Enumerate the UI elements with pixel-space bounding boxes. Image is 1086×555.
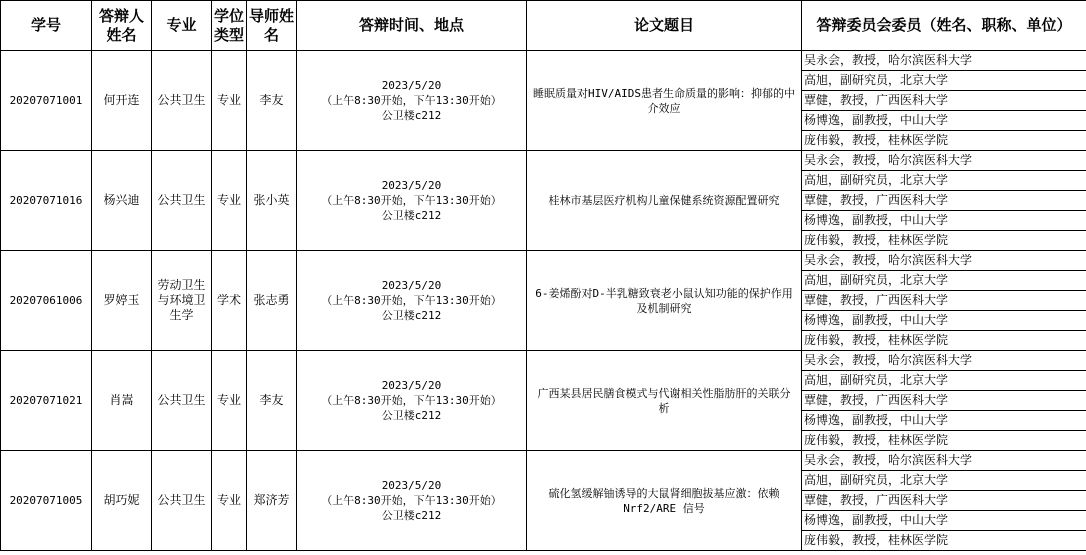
student-id-cell: 20207071021 xyxy=(1,351,92,451)
committee-member-cell: 覃健，教授，广西医科大学 xyxy=(802,291,1086,311)
header-name: 答辩人姓名 xyxy=(92,1,152,51)
committee-member-cell: 高旭，副研究员，北京大学 xyxy=(802,71,1086,91)
defense-date: 2023/5/20 xyxy=(381,279,442,292)
major-cell: 劳动卫生与环境卫生学 xyxy=(152,251,212,351)
committee-member-cell: 吴永会，教授，哈尔滨医科大学 xyxy=(802,351,1086,371)
defense-place: 公卫楼c212 xyxy=(381,209,442,222)
student-name-cell: 杨兴迪 xyxy=(92,151,152,251)
thesis-title-cell: 硫化氢缓解铀诱导的大鼠肾细胞拔基应激：依赖 Nrf2/ARE 信号 xyxy=(527,451,802,551)
committee-member-cell: 吴永会，教授，哈尔滨医科大学 xyxy=(802,51,1086,71)
degree-type-cell: 学术 xyxy=(212,251,247,351)
advisor-cell: 李友 xyxy=(247,51,297,151)
committee-member-cell: 杨博逸，副教授，中山大学 xyxy=(802,511,1086,531)
committee-member-cell: 高旭，副研究员，北京大学 xyxy=(802,271,1086,291)
committee-member-cell: 杨博逸，副教授，中山大学 xyxy=(802,311,1086,331)
header-committee: 答辩委员会委员（姓名、职称、单位） xyxy=(802,1,1086,51)
committee-member-cell: 杨博逸，副教授，中山大学 xyxy=(802,111,1086,131)
major-cell: 公共卫生 xyxy=(152,51,212,151)
defense-date: 2023/5/20 xyxy=(381,479,442,492)
defense-time: （上午8:30开始，下午13:30开始） xyxy=(321,394,502,407)
defense-place: 公卫楼c212 xyxy=(381,309,442,322)
header-degree: 学位类型 xyxy=(212,1,247,51)
time-place-cell xyxy=(297,251,527,351)
major-cell: 公共卫生 xyxy=(152,151,212,251)
committee-member-cell: 高旭，副研究员，北京大学 xyxy=(802,371,1086,391)
student-row xyxy=(1,151,1086,171)
header-thesis: 论文题目 xyxy=(527,1,802,51)
advisor-cell: 李友 xyxy=(247,351,297,451)
student-name-cell: 何开连 xyxy=(92,51,152,151)
committee-member-cell: 庞伟毅，教授，桂林医学院 xyxy=(802,331,1086,351)
major-cell: 公共卫生 xyxy=(152,351,212,451)
degree-type-cell: 专业 xyxy=(212,151,247,251)
committee-member-cell: 高旭，副研究员，北京大学 xyxy=(802,171,1086,191)
committee-member-cell: 庞伟毅，教授，桂林医学院 xyxy=(802,531,1086,551)
advisor-cell: 张志勇 xyxy=(247,251,297,351)
thesis-title-cell: 桂林市基层医疗机构儿童保健系统资源配置研究 xyxy=(527,151,802,251)
degree-type-cell: 专业 xyxy=(212,451,247,551)
defense-date: 2023/5/20 xyxy=(381,179,442,192)
committee-member-cell: 覃健，教授，广西医科大学 xyxy=(802,91,1086,111)
student-name-cell: 肖嵩 xyxy=(92,351,152,451)
committee-member-cell: 吴永会，教授，哈尔滨医科大学 xyxy=(802,151,1086,171)
defense-date: 2023/5/20 xyxy=(381,379,442,392)
time-place-cell xyxy=(297,151,527,251)
student-row xyxy=(1,451,1086,471)
advisor-cell: 张小英 xyxy=(247,151,297,251)
committee-member-cell: 高旭，副研究员，北京大学 xyxy=(802,471,1086,491)
committee-member-cell: 吴永会，教授，哈尔滨医科大学 xyxy=(802,451,1086,471)
committee-member-cell: 覃健，教授，广西医科大学 xyxy=(802,491,1086,511)
committee-member-cell: 覃健，教授，广西医科大学 xyxy=(802,391,1086,411)
student-name-cell: 胡巧妮 xyxy=(92,451,152,551)
student-id-cell: 20207071005 xyxy=(1,451,92,551)
student-id-cell: 20207061006 xyxy=(1,251,92,351)
header-advisor: 导师姓名 xyxy=(247,1,297,51)
committee-member-cell: 庞伟毅，教授，桂林医学院 xyxy=(802,231,1086,251)
thesis-title-cell: 睡眠质量对HIV/AIDS患者生命质量的影响：抑郁的中介效应 xyxy=(527,51,802,151)
student-row xyxy=(1,51,1086,71)
student-id-cell: 20207071016 xyxy=(1,151,92,251)
student-row xyxy=(1,251,1086,271)
defense-time: （上午8:30开始，下午13:30开始） xyxy=(321,494,502,507)
degree-type-cell: 专业 xyxy=(212,351,247,451)
time-place-cell xyxy=(297,51,527,151)
committee-member-cell: 杨博逸，副教授，中山大学 xyxy=(802,211,1086,231)
header-id: 学号 xyxy=(1,1,92,51)
committee-member-cell: 庞伟毅，教授，桂林医学院 xyxy=(802,131,1086,151)
committee-member-cell: 覃健，教授，广西医科大学 xyxy=(802,191,1086,211)
committee-member-cell: 吴永会，教授，哈尔滨医科大学 xyxy=(802,251,1086,271)
thesis-title-cell: 6-姜烯酚对D-半乳糖致衰老小鼠认知功能的保护作用及机制研究 xyxy=(527,251,802,351)
defense-time: （上午8:30开始，下午13:30开始） xyxy=(321,194,502,207)
student-name-cell: 罗婷玉 xyxy=(92,251,152,351)
defense-place: 公卫楼c212 xyxy=(381,509,442,522)
major-cell: 公共卫生 xyxy=(152,451,212,551)
time-place-cell xyxy=(297,451,527,551)
defense-date: 2023/5/20 xyxy=(381,79,442,92)
thesis-title-cell: 广西某县居民膳食模式与代谢相关性脂肪肝的关联分析 xyxy=(527,351,802,451)
defense-place: 公卫楼c212 xyxy=(381,409,442,422)
degree-type-cell: 专业 xyxy=(212,51,247,151)
defense-place: 公卫楼c212 xyxy=(381,109,442,122)
defense-time: （上午8:30开始，下午13:30开始） xyxy=(321,294,502,307)
student-row xyxy=(1,351,1086,371)
advisor-cell: 郑济芳 xyxy=(247,451,297,551)
time-place-cell xyxy=(297,351,527,451)
header-row xyxy=(1,1,1086,51)
header-time-place: 答辩时间、地点 xyxy=(297,1,527,51)
committee-member-cell: 庞伟毅，教授，桂林医学院 xyxy=(802,431,1086,451)
student-id-cell: 20207071001 xyxy=(1,51,92,151)
defense-time: （上午8:30开始，下午13:30开始） xyxy=(321,94,502,107)
committee-member-cell: 杨博逸，副教授，中山大学 xyxy=(802,411,1086,431)
header-major: 专业 xyxy=(152,1,212,51)
